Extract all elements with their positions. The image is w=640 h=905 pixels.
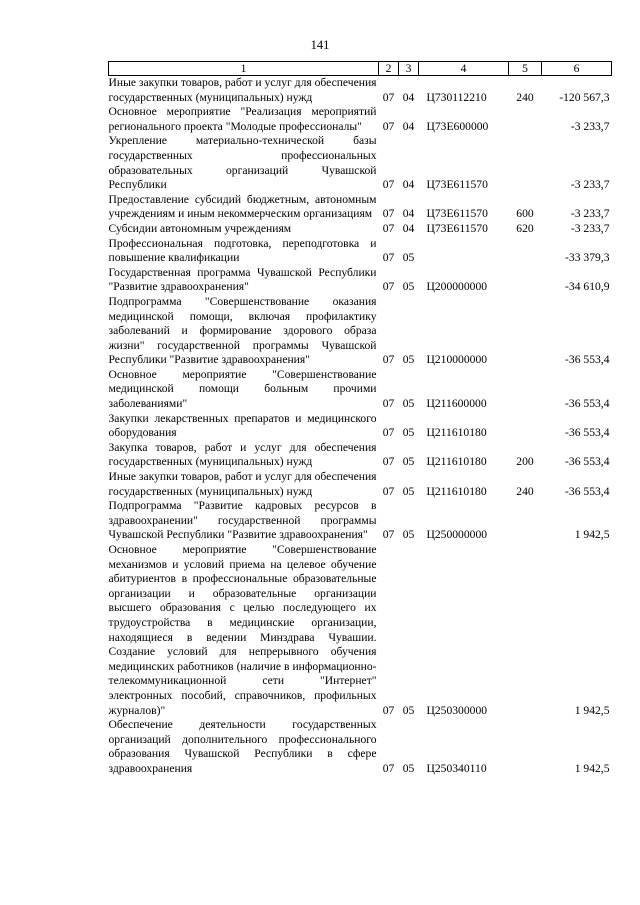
row-subsection: 04 — [402, 221, 415, 235]
budget-table — [108, 61, 612, 777]
row-name: Иные закупки товаров, работ и услуг для обеспечения государственных (муниципальных) нужд — [108, 470, 377, 498]
table-body — [109, 76, 612, 777]
row-amount: -3 233,7 — [570, 119, 610, 133]
row-subsection: 05 — [402, 703, 415, 717]
row-target-article: Ц211610180 — [426, 455, 487, 469]
row-name: Основное мероприятие "Совершенствование механизмов и условий приема на целевое обучение абитуриентов в профессиональные образовательные организации и образовательные организации высшего образования с целью последующего их трудоустройства в медицинские организации, находящиеся в ведении Минздрава Чувашии. Создание условий для непрерывного обучения медицинских работников (наличие в информационно-телекоммуникационной сети "Интернет" электронных пособий, справочников, профильных журналов)" — [108, 543, 377, 717]
row-expense-type — [509, 237, 542, 266]
table-row — [109, 222, 612, 237]
row-section: 07 — [382, 528, 395, 542]
row-name: Подпрограмма "Развитие кадровых ресурсов в здравоохранении" государственной программы Чувашской Республики "Развитие здравоохранения" — [108, 499, 377, 542]
row-expense-type — [509, 412, 542, 441]
header-col-4: 4 — [419, 62, 509, 76]
table-header — [109, 62, 612, 76]
table-row — [109, 441, 612, 470]
row-section: 07 — [382, 251, 395, 265]
row-target-article: Ц250340110 — [426, 761, 487, 775]
row-target-article: Ц210000000 — [426, 353, 488, 367]
row-section: 07 — [382, 397, 395, 411]
table-row — [109, 412, 612, 441]
row-name: Основное мероприятие "Реализация мероприятий регионального проекта "Молодые профессионалы" — [108, 105, 377, 133]
row-amount: 1 942,5 — [574, 528, 610, 542]
row-amount: -3 233,7 — [570, 178, 610, 192]
table-row — [109, 718, 612, 776]
row-expense-type: 200 — [516, 455, 534, 469]
row-section: 07 — [382, 207, 395, 221]
row-target-article: Ц73Е600000 — [426, 119, 489, 133]
row-expense-type — [509, 134, 542, 192]
row-amount: -36 553,4 — [565, 455, 610, 469]
row-target-article: Ц211610180 — [426, 426, 487, 440]
row-target-article: Ц730112210 — [426, 90, 487, 104]
row-amount: -34 610,9 — [565, 280, 610, 294]
row-amount: -33 379,3 — [565, 251, 610, 265]
row-expense-type: 600 — [516, 207, 534, 221]
row-name: Профессиональная подготовка, переподготовка и повышение квалификации — [108, 236, 377, 265]
row-section: 07 — [382, 703, 395, 717]
table-row — [109, 368, 612, 412]
table-row — [109, 193, 612, 222]
row-name: Государственная программа Чувашской Республики "Развитие здравоохранения" — [108, 265, 377, 294]
table-row — [109, 105, 612, 134]
row-subsection: 04 — [402, 178, 415, 192]
table-row — [109, 543, 612, 718]
row-target-article: Ц73Е611570 — [426, 221, 488, 235]
row-subsection: 04 — [402, 90, 415, 104]
row-subsection: 05 — [402, 353, 415, 367]
row-subsection: 05 — [402, 426, 415, 440]
row-section: 07 — [382, 455, 395, 469]
row-name: Обеспечение деятельности государственных организаций дополнительного профессионального образования Чувашской Республики в сфере здравоохранения — [108, 718, 377, 775]
row-section: 07 — [382, 119, 395, 133]
table-row — [109, 237, 612, 266]
row-expense-type — [509, 266, 542, 295]
row-amount: -36 553,4 — [565, 426, 610, 440]
row-subsection: 05 — [402, 455, 415, 469]
row-subsection: 04 — [402, 207, 415, 221]
header-col-3: 3 — [399, 62, 419, 76]
row-section: 07 — [382, 426, 395, 440]
row-subsection: 05 — [402, 484, 415, 498]
row-expense-type — [509, 295, 542, 368]
row-amount: -120 567,3 — [559, 90, 610, 104]
row-expense-type: 240 — [516, 484, 534, 498]
table-row — [109, 499, 612, 543]
table-row — [109, 295, 612, 368]
row-amount: 1 942,5 — [574, 761, 610, 775]
row-expense-type — [509, 368, 542, 412]
row-name: Укрепление материально-технической базы государственных профессиональных образовательных организаций Чувашской Республики — [108, 134, 377, 192]
row-section: 07 — [382, 280, 395, 294]
row-amount: -36 553,4 — [565, 397, 610, 411]
row-target-article — [419, 237, 509, 266]
row-subsection: 05 — [402, 280, 415, 294]
row-subsection: 05 — [402, 761, 415, 775]
row-target-article: Ц73Е611570 — [426, 178, 488, 192]
table-row — [109, 134, 612, 192]
row-target-article: Ц211610180 — [426, 484, 487, 498]
row-name: Предоставление субсидий бюджетным, автономным учреждениям и иным некоммерческим организациям — [108, 192, 377, 221]
row-subsection: 05 — [402, 528, 415, 542]
header-row — [109, 62, 612, 76]
row-target-article: Ц73Е611570 — [426, 207, 488, 221]
row-target-article: Ц211600000 — [426, 397, 487, 411]
row-amount: -36 553,4 — [565, 353, 610, 367]
row-section: 07 — [382, 353, 395, 367]
row-amount: -3 233,7 — [570, 221, 610, 235]
row-target-article: Ц250000000 — [426, 528, 488, 542]
row-subsection: 04 — [402, 119, 415, 133]
row-name: Закупка товаров, работ и услуг для обеспечения государственных (муниципальных) нужд — [108, 440, 377, 469]
table-row — [109, 470, 612, 499]
row-amount: 1 942,5 — [574, 703, 610, 717]
row-section: 07 — [382, 761, 395, 775]
row-name: Основное мероприятие "Совершенствование медицинской помощи больным прочими заболеваниями" — [108, 367, 377, 411]
row-amount: -3 233,7 — [570, 207, 610, 221]
row-name: Закупки лекарственных препаратов и медицинского оборудования — [108, 411, 377, 440]
header-col-6: 6 — [542, 62, 612, 76]
row-expense-type — [509, 543, 542, 718]
row-target-article: Ц250300000 — [426, 703, 488, 717]
row-name: Подпрограмма "Совершенствование оказания медицинской помощи, включая профилактику заболеваний и формирование здорового образа жизни" государственной программы Чувашской Республики "Развитие здравоохранения" — [108, 294, 377, 367]
header-col-1: 1 — [109, 62, 379, 76]
header-col-2: 2 — [379, 62, 399, 76]
row-expense-type: 240 — [516, 90, 534, 104]
row-section: 07 — [382, 484, 395, 498]
row-subsection: 05 — [402, 397, 415, 411]
row-expense-type: 620 — [516, 221, 534, 235]
row-expense-type — [509, 718, 542, 776]
row-section: 07 — [382, 90, 395, 104]
table-row — [109, 76, 612, 106]
row-name: Иные закупки товаров, работ и услуг для обеспечения государственных (муниципальных) нужд — [108, 76, 377, 104]
row-name: Субсидии автономным учреждениям — [108, 221, 292, 235]
row-section: 07 — [382, 221, 395, 235]
row-target-article: Ц200000000 — [426, 280, 488, 294]
header-col-5: 5 — [509, 62, 542, 76]
row-subsection: 05 — [402, 251, 415, 265]
page-number: 141 — [310, 38, 330, 52]
row-section: 07 — [382, 178, 395, 192]
row-expense-type — [509, 499, 542, 543]
row-expense-type — [509, 105, 542, 134]
table-row — [109, 266, 612, 295]
row-amount: -36 553,4 — [565, 484, 610, 498]
